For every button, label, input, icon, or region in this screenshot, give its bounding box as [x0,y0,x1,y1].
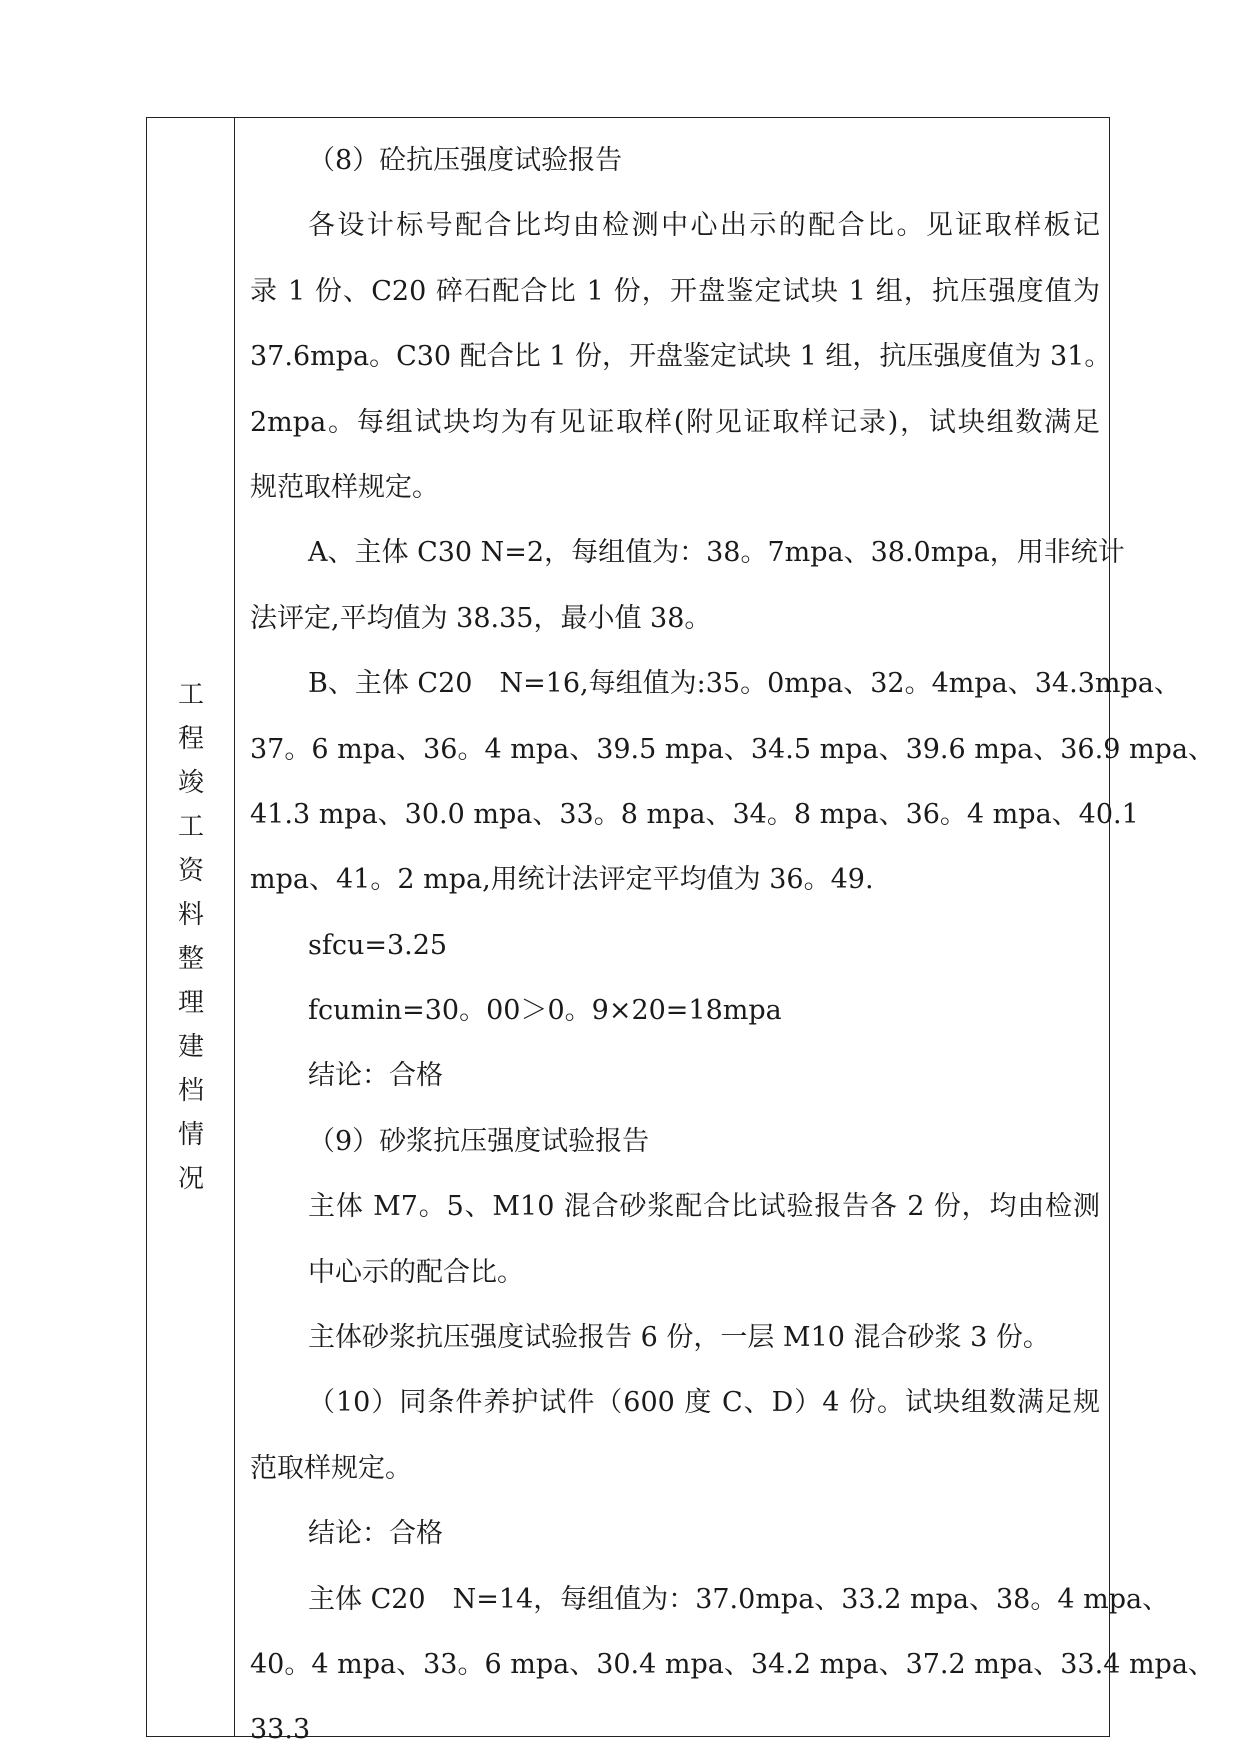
text-line: 33.3 [250,1714,311,1746]
text-line: 40。4 mpa、33。6 mpa、30.4 mpa、34.2 mpa、37.2 mpa、33.4 mpa、 [250,1648,1215,1680]
section-label-char: 建 [177,1032,204,1062]
text-line: mpa、41。2 mpa,用统计法评定平均值为 36。49. [250,864,874,896]
section-label-char: 竣 [177,768,204,798]
section-label-char: 工 [177,812,204,842]
text-line: 41.3 mpa、30.0 mpa、33。8 mpa、34。8 mpa、36。4 mpa、40.1 [250,798,1139,830]
text-line: （10）同条件养护试件（600 度 C、D）4 份。试块组数满足规 [308,1387,1100,1419]
text-line: 范取样规定。 [250,1452,412,1484]
text-line: 37.6mpa。C30 配合比 1 份，开盘鉴定试块 1 组，抗压强度值为 31。 [250,341,1112,373]
content-cell [250,128,1215,1763]
text-line: 法评定,平均值为 38.35，最小值 38。 [250,602,712,634]
text-line: （8）砼抗压强度试验报告 [308,145,623,176]
text-line: 结论：合格 [308,1518,443,1550]
text-line: fcumin=30。00＞0。9×20=18mpa [308,995,782,1027]
text-line: 主体 M7。5、M10 混合砂浆配合比试验报告各 2 份，均由检测 [308,1191,1100,1223]
text-line: 录 1 份、C20 碎石配合比 1 份，开盘鉴定试块 1 组，抗压强度值为 [250,275,1100,307]
text-line: 37。6 mpa、36。4 mpa、39.5 mpa、34.5 mpa、39.6 mpa、36.9 mpa、 [250,733,1215,765]
text-line: 结论：合格 [308,1060,443,1092]
section-label-char: 整 [177,944,204,974]
text-line: （9）砂浆抗压强度试验报告 [308,1125,650,1157]
section-label-char: 资 [177,856,204,886]
text-line: A、主体 C30 N=2，每组值为：38。7mpa、38.0mpa，用非统计 [308,537,1125,569]
section-label-char: 工 [177,680,204,710]
text-line: sfcu=3.25 [308,929,448,961]
record-table [146,117,1215,1746]
text-line: 2mpa。每组试块均为有见证取样(附见证取样记录)，试块组数满足 [250,406,1100,438]
section-label-char: 程 [177,724,204,754]
section-label-char: 理 [177,988,204,1018]
section-label-char: 档 [177,1076,204,1106]
text-line: 各设计标号配合比均由检测中心出示的配合比。见证取样板记 [308,210,1100,242]
text-line: 中心示的配合比。 [308,1256,524,1288]
text-line: 主体 C20 N=14，每组值为：37.0mpa、33.2 mpa、38。4 mpa、 [308,1583,1170,1615]
section-label-cell [147,118,235,1736]
section-label-char: 料 [177,900,204,930]
text-line: 规范取样规定。 [250,471,439,503]
section-label-char: 情 [177,1120,204,1150]
text-line: 主体砂浆抗压强度试验报告 6 份，一层 M10 混合砂浆 3 份。 [308,1322,1050,1354]
text-line: B、主体 C20 N=16,每组值为:35。0mpa、32。4mpa、34.3mpa、 [308,668,1181,700]
section-label-char: 况 [177,1164,204,1194]
section-label [147,673,235,1201]
